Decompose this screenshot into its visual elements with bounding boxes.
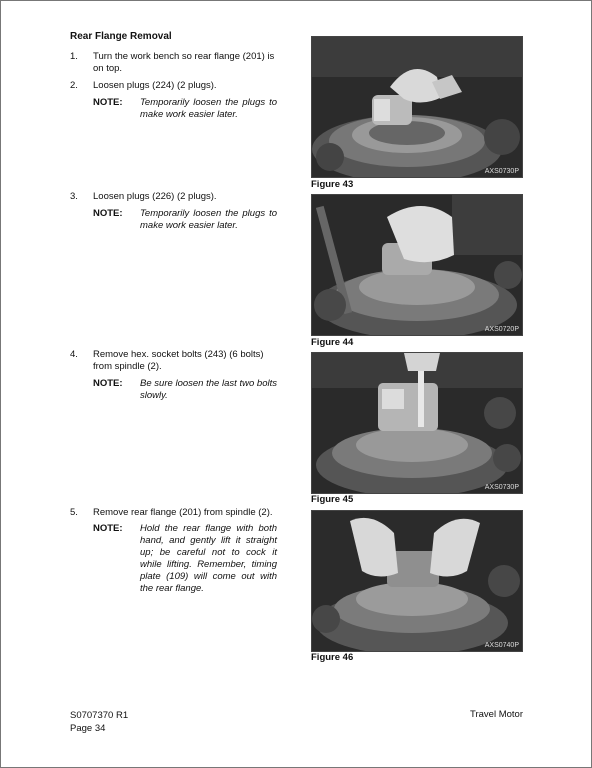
figure-code: AXS0730P bbox=[484, 484, 519, 491]
step-number: 2. bbox=[70, 80, 78, 91]
footer-section-title: Travel Motor bbox=[470, 709, 523, 720]
figure-code: AXS0720P bbox=[484, 326, 519, 333]
figure-43-caption: Figure 43 bbox=[311, 179, 354, 190]
figure-45-photo bbox=[311, 352, 523, 494]
step-text: Loosen plugs (226) (2 plugs). bbox=[93, 191, 217, 202]
doc-number: S0707370 R1 bbox=[70, 710, 129, 721]
step-number: 5. bbox=[70, 507, 78, 518]
note-text: Be sure loosen the last two bolts slowly. bbox=[140, 378, 277, 401]
note-label: NOTE: bbox=[93, 97, 123, 108]
figure-code: AXS0730P bbox=[484, 168, 519, 175]
note-label: NOTE: bbox=[93, 208, 123, 219]
figure-46-caption: Figure 46 bbox=[311, 652, 354, 663]
note-text: Hold the rear flange with both hand, and gently lift it straight up; be careful not to cock it while lifting. Remember, timing plate (109) will come out with the rear flange. bbox=[140, 523, 277, 594]
step-text: Turn the work bench so rear flange (201) is on top. bbox=[93, 51, 275, 74]
step-number: 1. bbox=[70, 51, 78, 62]
figure-44-caption: Figure 44 bbox=[311, 337, 354, 348]
figure-43-photo bbox=[311, 36, 523, 178]
step-text: Loosen plugs (224) (2 plugs). bbox=[93, 80, 217, 91]
step-number: 3. bbox=[70, 191, 78, 202]
figure-44-photo bbox=[311, 194, 523, 336]
step-text: Remove hex. socket bolts (243) (6 bolts) from spindle (2). bbox=[93, 349, 264, 372]
note-text: Temporarily loosen the plugs to make work easier later. bbox=[140, 97, 277, 120]
footer-left bbox=[70, 709, 128, 735]
step-number: 4. bbox=[70, 349, 78, 360]
figure-code: AXS0740P bbox=[484, 642, 519, 649]
note-label: NOTE: bbox=[93, 378, 123, 389]
figure-45-caption: Figure 45 bbox=[311, 494, 354, 505]
note-text: Temporarily loosen the plugs to make work easier later. bbox=[140, 208, 277, 231]
step-text: Remove rear flange (201) from spindle (2). bbox=[93, 507, 273, 518]
section-heading: Rear Flange Removal bbox=[70, 31, 172, 42]
note-label: NOTE: bbox=[93, 523, 123, 534]
page-number: Page 34 bbox=[70, 723, 106, 734]
figure-46-photo bbox=[311, 510, 523, 652]
